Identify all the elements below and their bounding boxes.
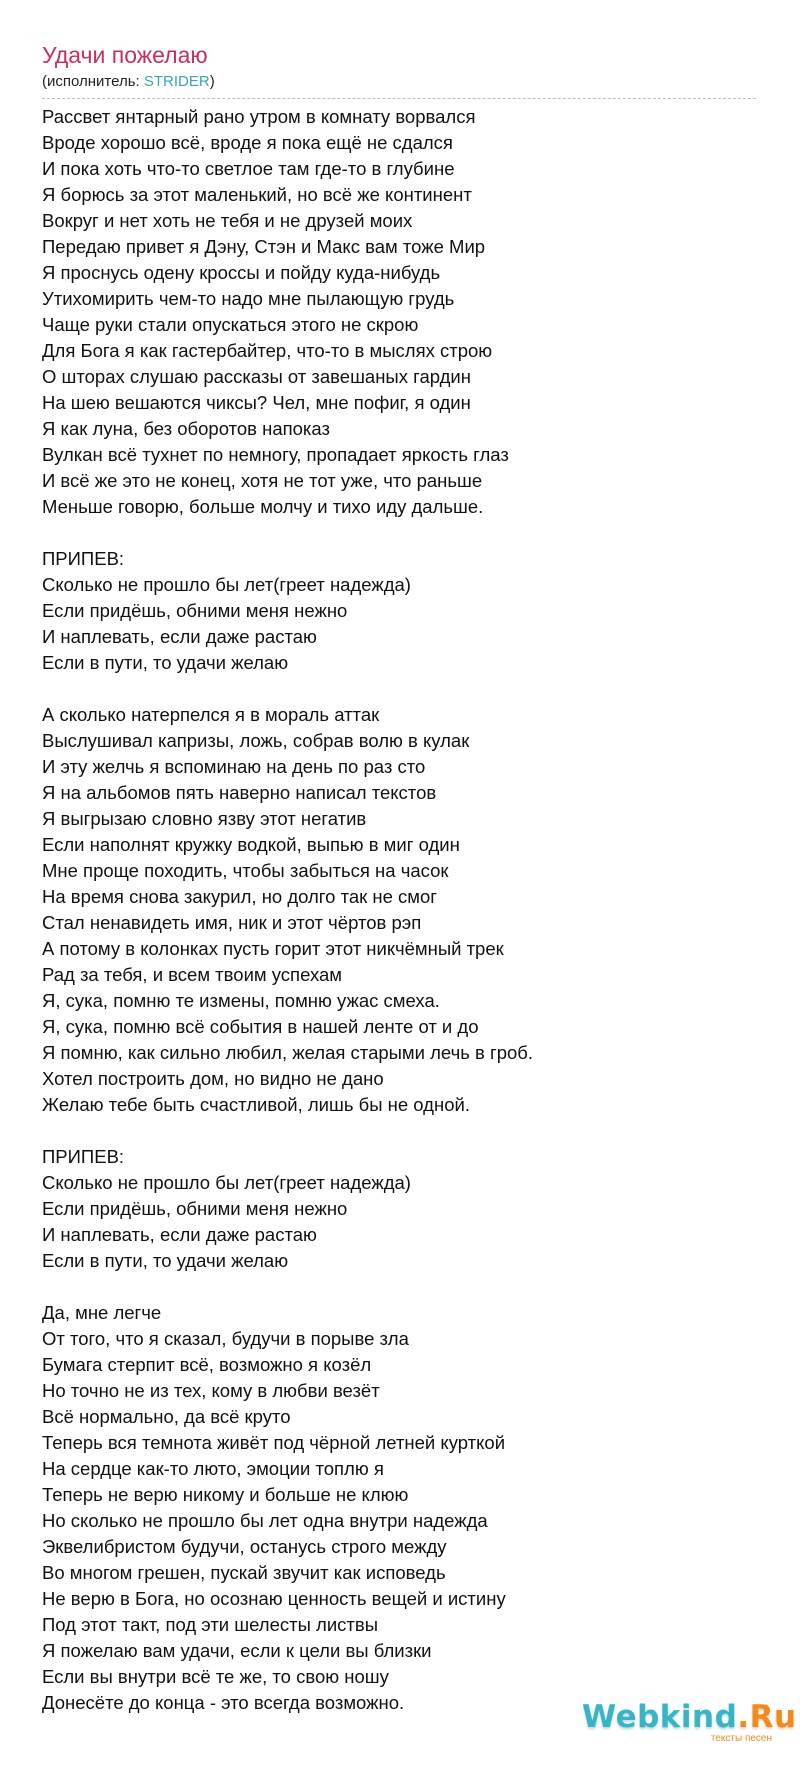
lyric-line: Для Бога я как гастербайтер, что-то в мыслях строю xyxy=(42,340,493,361)
lyric-line: Теперь не верю никому и больше не клюю xyxy=(42,1484,409,1505)
lyric-line: Я борюсь за этот маленький, но всё же континент xyxy=(42,184,472,205)
lyric-line: Эквелибристом будучи, останусь строго между xyxy=(42,1536,447,1557)
lyric-line: Всё нормально, да всё круто xyxy=(42,1406,291,1427)
stanza-gap xyxy=(42,1274,762,1300)
lyric-line: Выслушивал капризы, ложь, собрав волю в кулак xyxy=(42,730,470,751)
lyric-line: И пока хоть что-то светлое там где-то в глубине xyxy=(42,158,455,179)
lyric-line: А потому в колонках пусть горит этот никчёмный трек xyxy=(42,938,504,959)
stanza-gap xyxy=(42,1118,762,1144)
lyric-line: Вокруг и нет хоть не тебя и не друзей моих xyxy=(42,210,413,231)
lyric-line: Я как луна, без оборотов напоказ xyxy=(42,418,330,439)
lyrics-body xyxy=(42,104,762,1716)
lyric-line: О шторах слушаю рассказы от завешаных гардин xyxy=(42,366,471,387)
lyric-line: Рассвет янтарный рано утром в комнату ворвался xyxy=(42,106,476,127)
lyric-line: Рад за тебя, и всем твоим успехам xyxy=(42,964,343,985)
lyric-line: Я, сука, помню всё события в нашей ленте от и до xyxy=(42,1016,479,1037)
lyric-line: Теперь вся темнота живёт под чёрной летней курткой xyxy=(42,1432,506,1453)
lyric-line: Утихомирить чем-то надо мне пылающую грудь xyxy=(42,288,455,309)
lyric-line: Если придёшь, обними меня нежно xyxy=(42,600,348,621)
logo-tld: .Ru xyxy=(737,1699,797,1735)
lyric-line: И эту желчь я вспоминаю на день по раз сто xyxy=(42,756,426,777)
lyric-line: И всё же это не конец, хотя не тот уже, что раньше xyxy=(42,470,483,491)
lyric-line: Я пожелаю вам удачи, если к цели вы близки xyxy=(42,1640,432,1661)
lyric-line: Если в пути, то удачи желаю xyxy=(42,652,289,673)
lyric-line: Вроде хорошо всё, вроде я пока ещё не сдался xyxy=(42,132,453,153)
site-logo[interactable] xyxy=(582,1698,797,1746)
lyric-line: И наплевать, если даже растаю xyxy=(42,1224,317,1245)
lyric-line: А сколько натерпелся я в мораль аттак xyxy=(42,704,380,725)
lyric-line: Если наполнят кружку водкой, выпью в миг один xyxy=(42,834,460,855)
lyric-line: Желаю тебе быть счастливой, лишь бы не одной. xyxy=(42,1094,470,1115)
performer-suffix: ) xyxy=(209,73,215,90)
lyric-line: Мне проще походить, чтобы забыться на часок xyxy=(42,860,449,881)
lyric-line: Но точно не из тех, кому в любви везёт xyxy=(42,1380,380,1401)
lyric-line: Но сколько не прошло бы лет одна внутри надежда xyxy=(42,1510,488,1531)
logo-wordmark xyxy=(582,1698,797,1736)
lyric-line: И наплевать, если даже растаю xyxy=(42,626,317,647)
lyric-line: Я выгрызаю словно язву этот негатив xyxy=(42,808,367,829)
lyric-line: Я, сука, помню те измены, помню ужас смеха. xyxy=(42,990,440,1011)
lyric-line: Я проснусь одену кроссы и пойду куда-нибудь xyxy=(42,262,441,283)
artist-link[interactable]: STRIDER xyxy=(143,73,210,90)
lyric-line: На сердце как-то люто, эмоции топлю я xyxy=(42,1458,384,1479)
lyric-line: Бумага стерпит всё, возможно я козёл xyxy=(42,1354,372,1375)
logo-tagline: тексты песен xyxy=(710,1733,772,1744)
lyric-line: Да, мне легче xyxy=(42,1302,162,1323)
lyric-line: Меньше говорю, больше молчу и тихо иду дальше. xyxy=(42,496,484,517)
logo-main-text: Webkind xyxy=(582,1699,738,1735)
lyric-line: Во многом грешен, пускай звучит как исповедь xyxy=(42,1562,446,1583)
stanza-gap xyxy=(42,520,762,546)
lyric-line: Хотел построить дом, но видно не дано xyxy=(42,1068,384,1089)
lyric-line: ПРИПЕВ: xyxy=(42,1146,125,1167)
lyric-line: Вулкан всё тухнет по немногу, пропадает яркость глаз xyxy=(42,444,509,465)
lyric-line: Если вы внутри всё те же, то свою ношу xyxy=(42,1666,389,1687)
lyric-line: Я на альбомов пять наверно написал текстов xyxy=(42,782,437,803)
lyric-line: Стал ненавидеть имя, ник и этот чёртов рэп xyxy=(42,912,422,933)
lyric-line: Под этот такт, под эти шелесты листвы xyxy=(42,1614,379,1635)
lyric-line: Донесёте до конца - это всегда возможно. xyxy=(42,1692,405,1713)
stanza-gap xyxy=(42,676,762,702)
lyric-line: Чаще руки стали опускаться этого не скрою xyxy=(42,314,419,335)
lyric-line: Я помню, как сильно любил, желая старыми лечь в гроб. xyxy=(42,1042,534,1063)
lyric-line: Если в пути, то удачи желаю xyxy=(42,1250,289,1271)
lyric-line: Передаю привет я Дэну, Стэн и Макс вам тоже Мир xyxy=(42,236,486,257)
lyric-line: Сколько не прошло бы лет(греет надежда) xyxy=(42,1172,411,1193)
performer-prefix: (исполнитель: xyxy=(42,73,144,90)
lyric-line: Сколько не прошло бы лет(греет надежда) xyxy=(42,574,411,595)
lyric-line: ПРИПЕВ: xyxy=(42,548,125,569)
lyric-line: На шею вешаются чиксы? Чел, мне пофиг, я один xyxy=(42,392,471,413)
lyric-line: От того, что я сказал, будучи в порыве зла xyxy=(42,1328,409,1349)
song-header xyxy=(42,40,756,99)
lyric-line: На время снова закурил, но долго так не смог xyxy=(42,886,438,907)
performer-line xyxy=(42,72,756,99)
lyric-line: Не верю в Бога, но осознаю ценность вещей и истину xyxy=(42,1588,506,1609)
song-title: Удачи пожелаю xyxy=(42,42,208,68)
lyric-line: Если придёшь, обними меня нежно xyxy=(42,1198,348,1219)
